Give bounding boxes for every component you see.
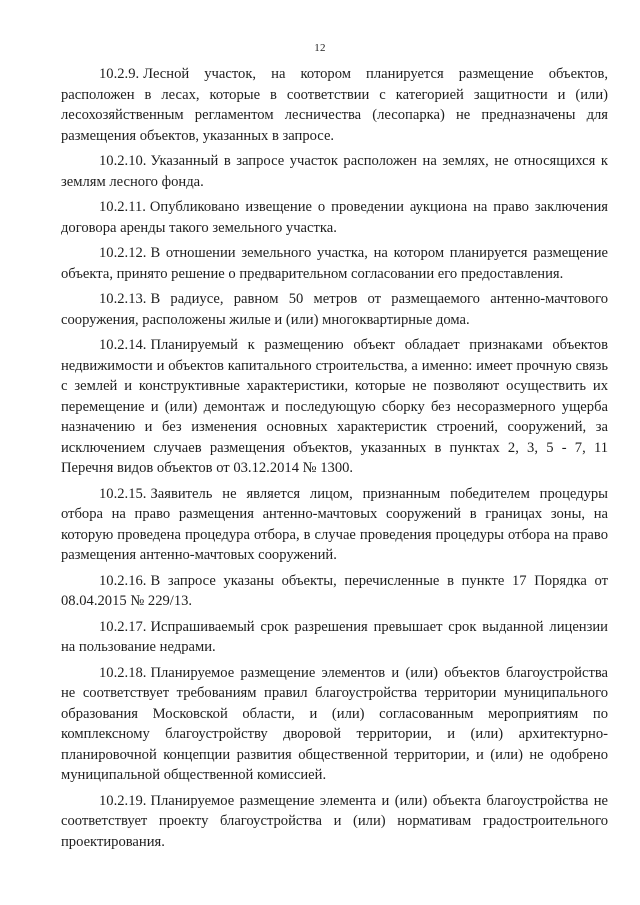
- paragraph-number: 10.2.15.: [99, 485, 147, 502]
- paragraph-text: Лесной участок, на котором планируется размещение объектов, расположен в лесах, которые в соответствии с категорией защитности и (или) лесохозяйственным регламентом лесничества (лесопарка) не предназначены для размещения объектов, указанных в запросе.: [61, 66, 608, 144]
- paragraph-10-2-17: [61, 617, 608, 658]
- page-number: 12: [314, 42, 326, 54]
- paragraph-10-2-16: [61, 571, 608, 612]
- paragraph-number: 10.2.10.: [99, 153, 147, 169]
- paragraph-number: 10.2.18.: [99, 664, 147, 681]
- paragraph-number: 10.2.17.: [99, 618, 147, 635]
- paragraph-text: В отношении земельного участка, на котором планируется размещение объекта, принято решение о предварительном согласовании его предоставления.: [61, 245, 608, 282]
- paragraph-text: Опубликовано извещение о проведении аукциона на право заключения договора аренды такого земельного участка.: [61, 199, 608, 236]
- paragraph-number: 10.2.16.: [99, 572, 147, 589]
- document-body: [61, 64, 608, 857]
- paragraph-number: 10.2.19.: [99, 792, 147, 809]
- paragraph-10-2-9: [61, 64, 608, 146]
- paragraph-10-2-13: [61, 289, 608, 330]
- paragraph-10-2-14: [61, 335, 608, 479]
- paragraph-10-2-10: [61, 151, 608, 192]
- paragraph-text: Указанный в запросе участок расположен на землях, не относящихся к землям лесного фонда.: [61, 153, 608, 190]
- paragraph-number: 10.2.9.: [99, 66, 140, 82]
- paragraph-number: 10.2.12.: [99, 245, 147, 261]
- paragraph-text: Планируемое размещение элементов и (или) объектов благоустройства не соответствует требованиям правил благоустройства территории муниципального образования Московской области, и (или) согласованным мероприятиям по комплексному благоустройству дворовой территории, и (или) архитектурно-планировочной концепции развития общественной территории, и (или) не одобрено муниципальной общественной комиссией.: [61, 664, 608, 783]
- paragraph-number: 10.2.11.: [99, 199, 146, 215]
- paragraph-10-2-19: [61, 791, 608, 853]
- paragraph-text: Планируемое размещение элемента и (или) объекта благоустройства не соответствует проекту благоустройства и (или) нормативам градостроительного проектирования.: [61, 792, 608, 850]
- paragraph-10-2-12: [61, 243, 608, 284]
- paragraph-text: В радиусе, равном 50 метров от размещаемого антенно-мачтового сооружения, расположены жилые и (или) многоквартирные дома.: [61, 291, 608, 328]
- paragraph-text: Испрашиваемый срок разрешения превышает срок выданной лицензии на пользование недрами.: [61, 618, 608, 655]
- paragraph-number: 10.2.13.: [99, 291, 147, 307]
- paragraph-text: Планируемый к размещению объект обладает признаками объектов недвижимости и объектов капитального строительства, а именно: имеет прочную связь с землей и конструктивные характеристики, которые не позволяют осуществить их перемещение и (или) демонтаж и последующую сборку без несоразмерного ущерба назначению и без изменения основных характеристик строений, сооружений, за исключением случаев размещения объектов, указанных в пунктах 2, 3, 5 - 7, 11 Перечня видов объектов от 03.12.2014 № 1300.: [61, 337, 608, 476]
- paragraph-10-2-18: [61, 663, 608, 786]
- paragraph-text: В запросе указаны объекты, перечисленные в пункте 17 Порядка от 08.04.2015 № 229/13.: [61, 572, 608, 609]
- paragraph-10-2-11: [61, 197, 608, 238]
- paragraph-number: 10.2.14.: [99, 337, 147, 353]
- paragraph-10-2-15: [61, 484, 608, 566]
- paragraph-text: Заявитель не является лицом, признанным победителем процедуры отбора на право размещения антенно-мачтовых сооружений в границах зоны, на которую проведена процедура отбора, в случае проведения процедуры отбора на право размещения антенно-мачтовых сооружений.: [61, 485, 608, 563]
